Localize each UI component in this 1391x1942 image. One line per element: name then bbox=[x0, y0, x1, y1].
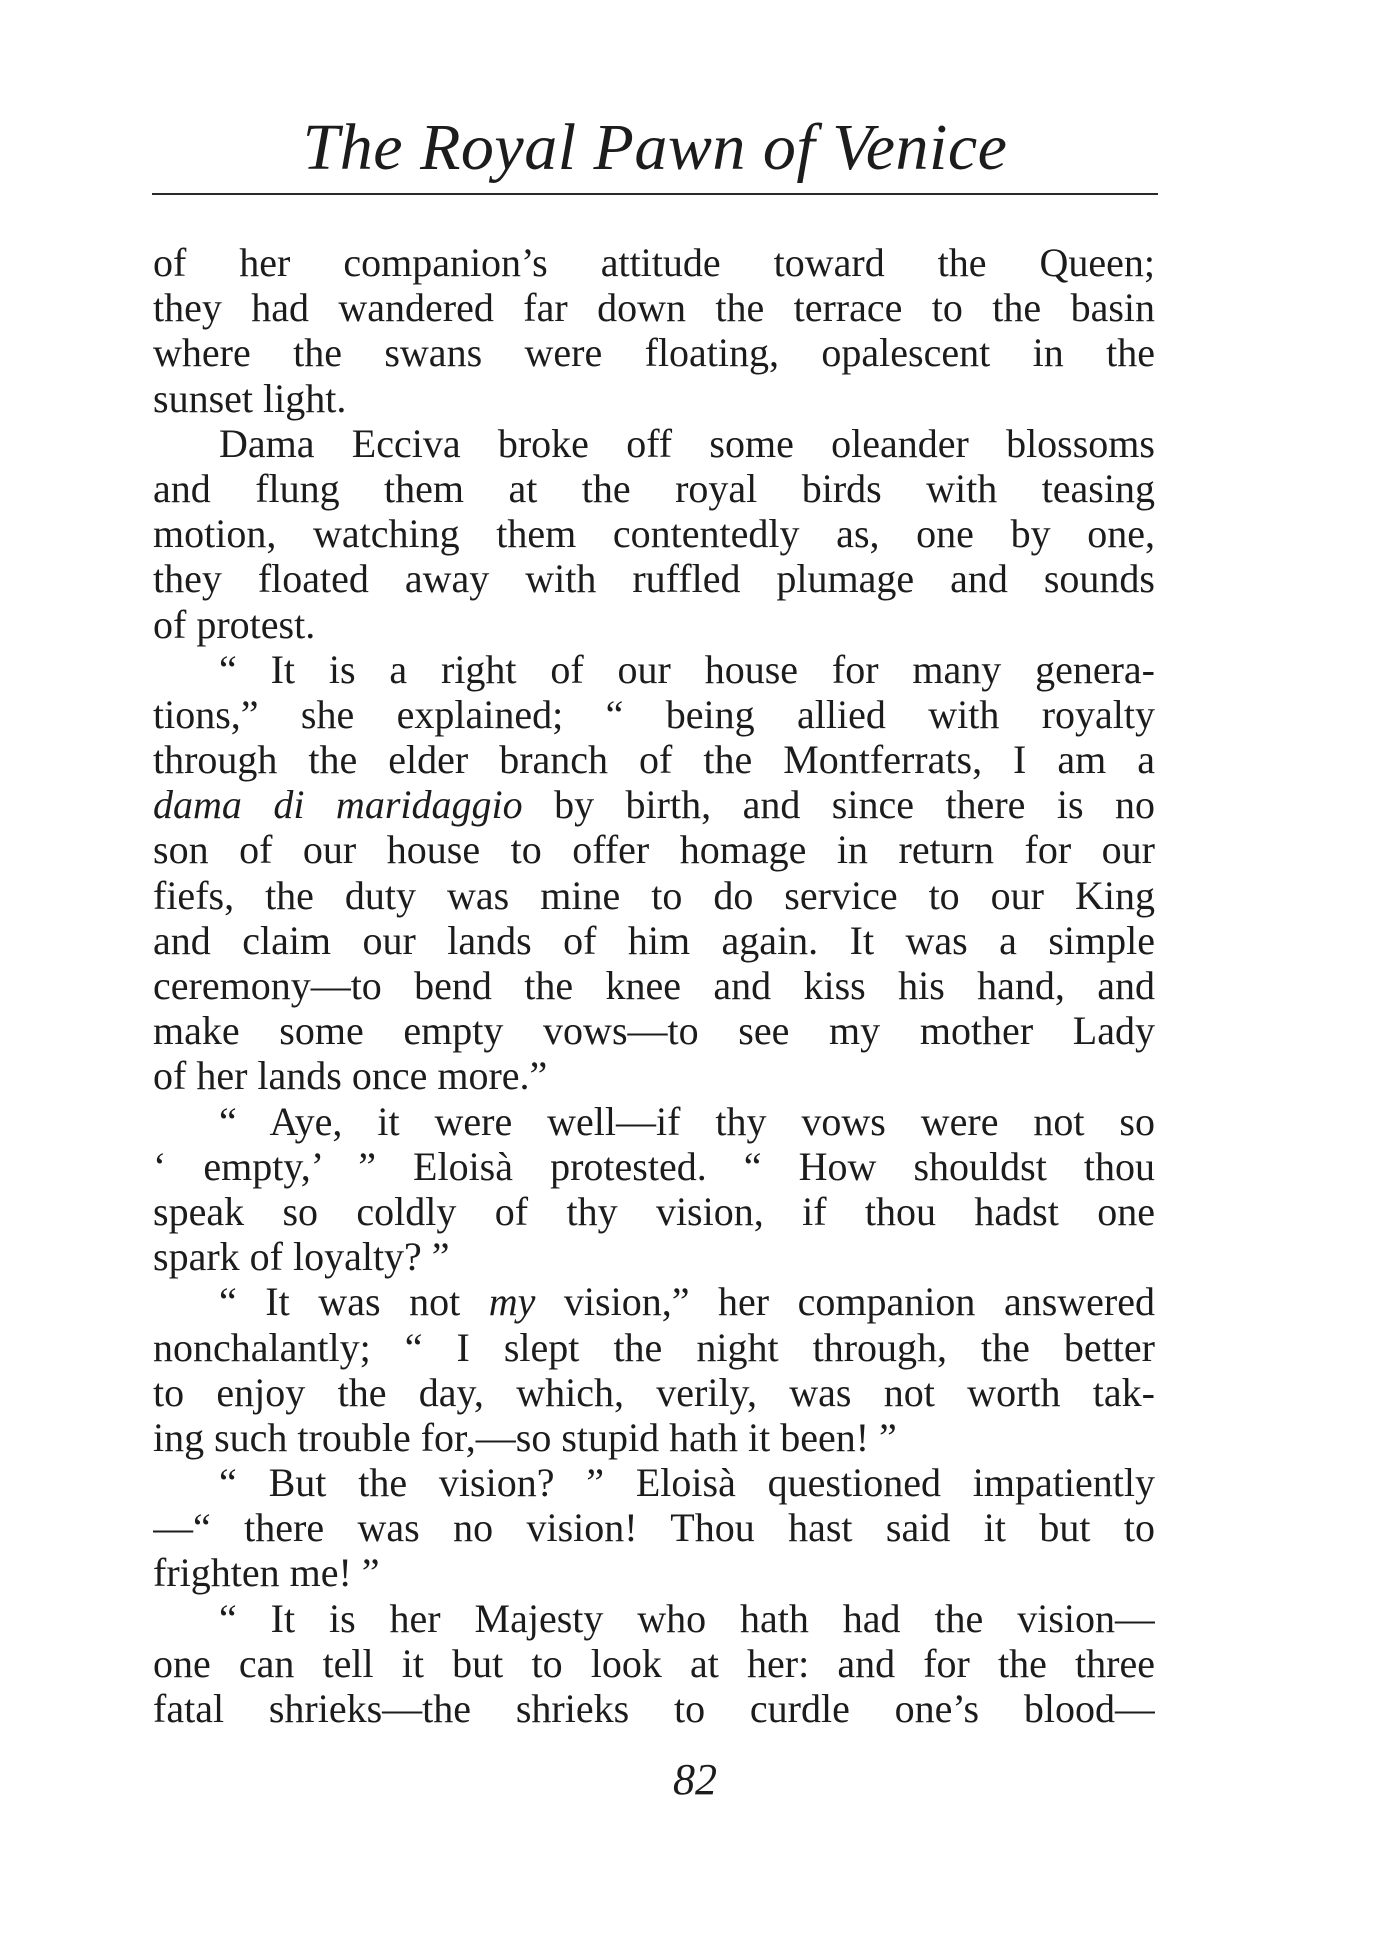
text-line: fiefs, the duty was mine to do service to our King bbox=[153, 872, 1155, 918]
body-text bbox=[153, 240, 1155, 1731]
text-line: motion, watching them contentedly as, one by one, bbox=[153, 511, 1155, 557]
text-line: to enjoy the day, which, verily, was not worth tak- bbox=[153, 1369, 1155, 1415]
text-line: Dama Ecciva broke off some oleander blossoms bbox=[219, 420, 1155, 466]
text-line: sunset light. bbox=[153, 375, 347, 421]
text-line: —“ there was no vision! Thou hast said it but to bbox=[153, 1505, 1155, 1551]
text-line: where the swans were floating, opalescent in the bbox=[153, 330, 1155, 376]
text-line-italic-word: “ It was not my vision,” her companion answered bbox=[219, 1279, 1155, 1325]
text-line: of her lands once more.” bbox=[153, 1053, 548, 1099]
text-line: “ Aye, it were well—if thy vows were not so bbox=[219, 1098, 1155, 1144]
text-line: of her companion’s attitude toward the Queen; bbox=[153, 240, 1155, 285]
text-line: nonchalantly; “ I slept the night through, the better bbox=[153, 1324, 1155, 1370]
text-line: “ But the vision? ” Eloisà questioned impatiently bbox=[219, 1460, 1155, 1506]
text-line: ‘ empty,’ ” Eloisà protested. “ How shouldst thou bbox=[153, 1143, 1155, 1189]
text-line: one can tell it but to look at her: and for the three bbox=[153, 1640, 1155, 1686]
running-head: The Royal Pawn of Venice bbox=[302, 111, 1008, 184]
text-line: speak so coldly of thy vision, if thou hadst one bbox=[153, 1188, 1155, 1234]
text-line: through the elder branch of the Montferrats, I am a bbox=[153, 737, 1155, 783]
text-line: ing such trouble for,—so stupid hath it been! ” bbox=[153, 1414, 897, 1460]
header-rule bbox=[152, 193, 1158, 195]
text-line: fatal shrieks—the shrieks to curdle one’s blood— bbox=[153, 1686, 1155, 1731]
italic-phrase: my bbox=[488, 1279, 536, 1325]
text-line: tions,” she explained; “ being allied with royalty bbox=[153, 691, 1155, 737]
text-line: “ It is her Majesty who hath had the vision— bbox=[219, 1595, 1155, 1641]
text-line: ceremony—to bend the knee and kiss his hand, and bbox=[153, 963, 1155, 1008]
text-line: spark of loyalty? ” bbox=[153, 1234, 450, 1280]
text-line: and flung them at the royal birds with teasing bbox=[153, 465, 1155, 511]
text-line: make some empty vows—to see my mother Lady bbox=[153, 1008, 1155, 1054]
italic-phrase: dama di maridaggio bbox=[153, 782, 523, 828]
text-line: frighten me! ” bbox=[153, 1550, 380, 1596]
text-line: son of our house to offer homage in return for our bbox=[153, 827, 1155, 873]
text-line: of protest. bbox=[153, 601, 316, 647]
text-line: “ It is a right of our house for many genera- bbox=[219, 646, 1155, 692]
text-line: they had wandered far down the terrace to the basin bbox=[153, 285, 1155, 331]
text-line-italic-prefix: dama di maridaggio by birth, and since there is no bbox=[153, 782, 1155, 828]
text-line: they floated away with ruffled plumage and sounds bbox=[153, 556, 1155, 602]
page-number: 82 bbox=[673, 1755, 717, 1804]
text-line: and claim our lands of him again. It was a simple bbox=[153, 917, 1155, 963]
